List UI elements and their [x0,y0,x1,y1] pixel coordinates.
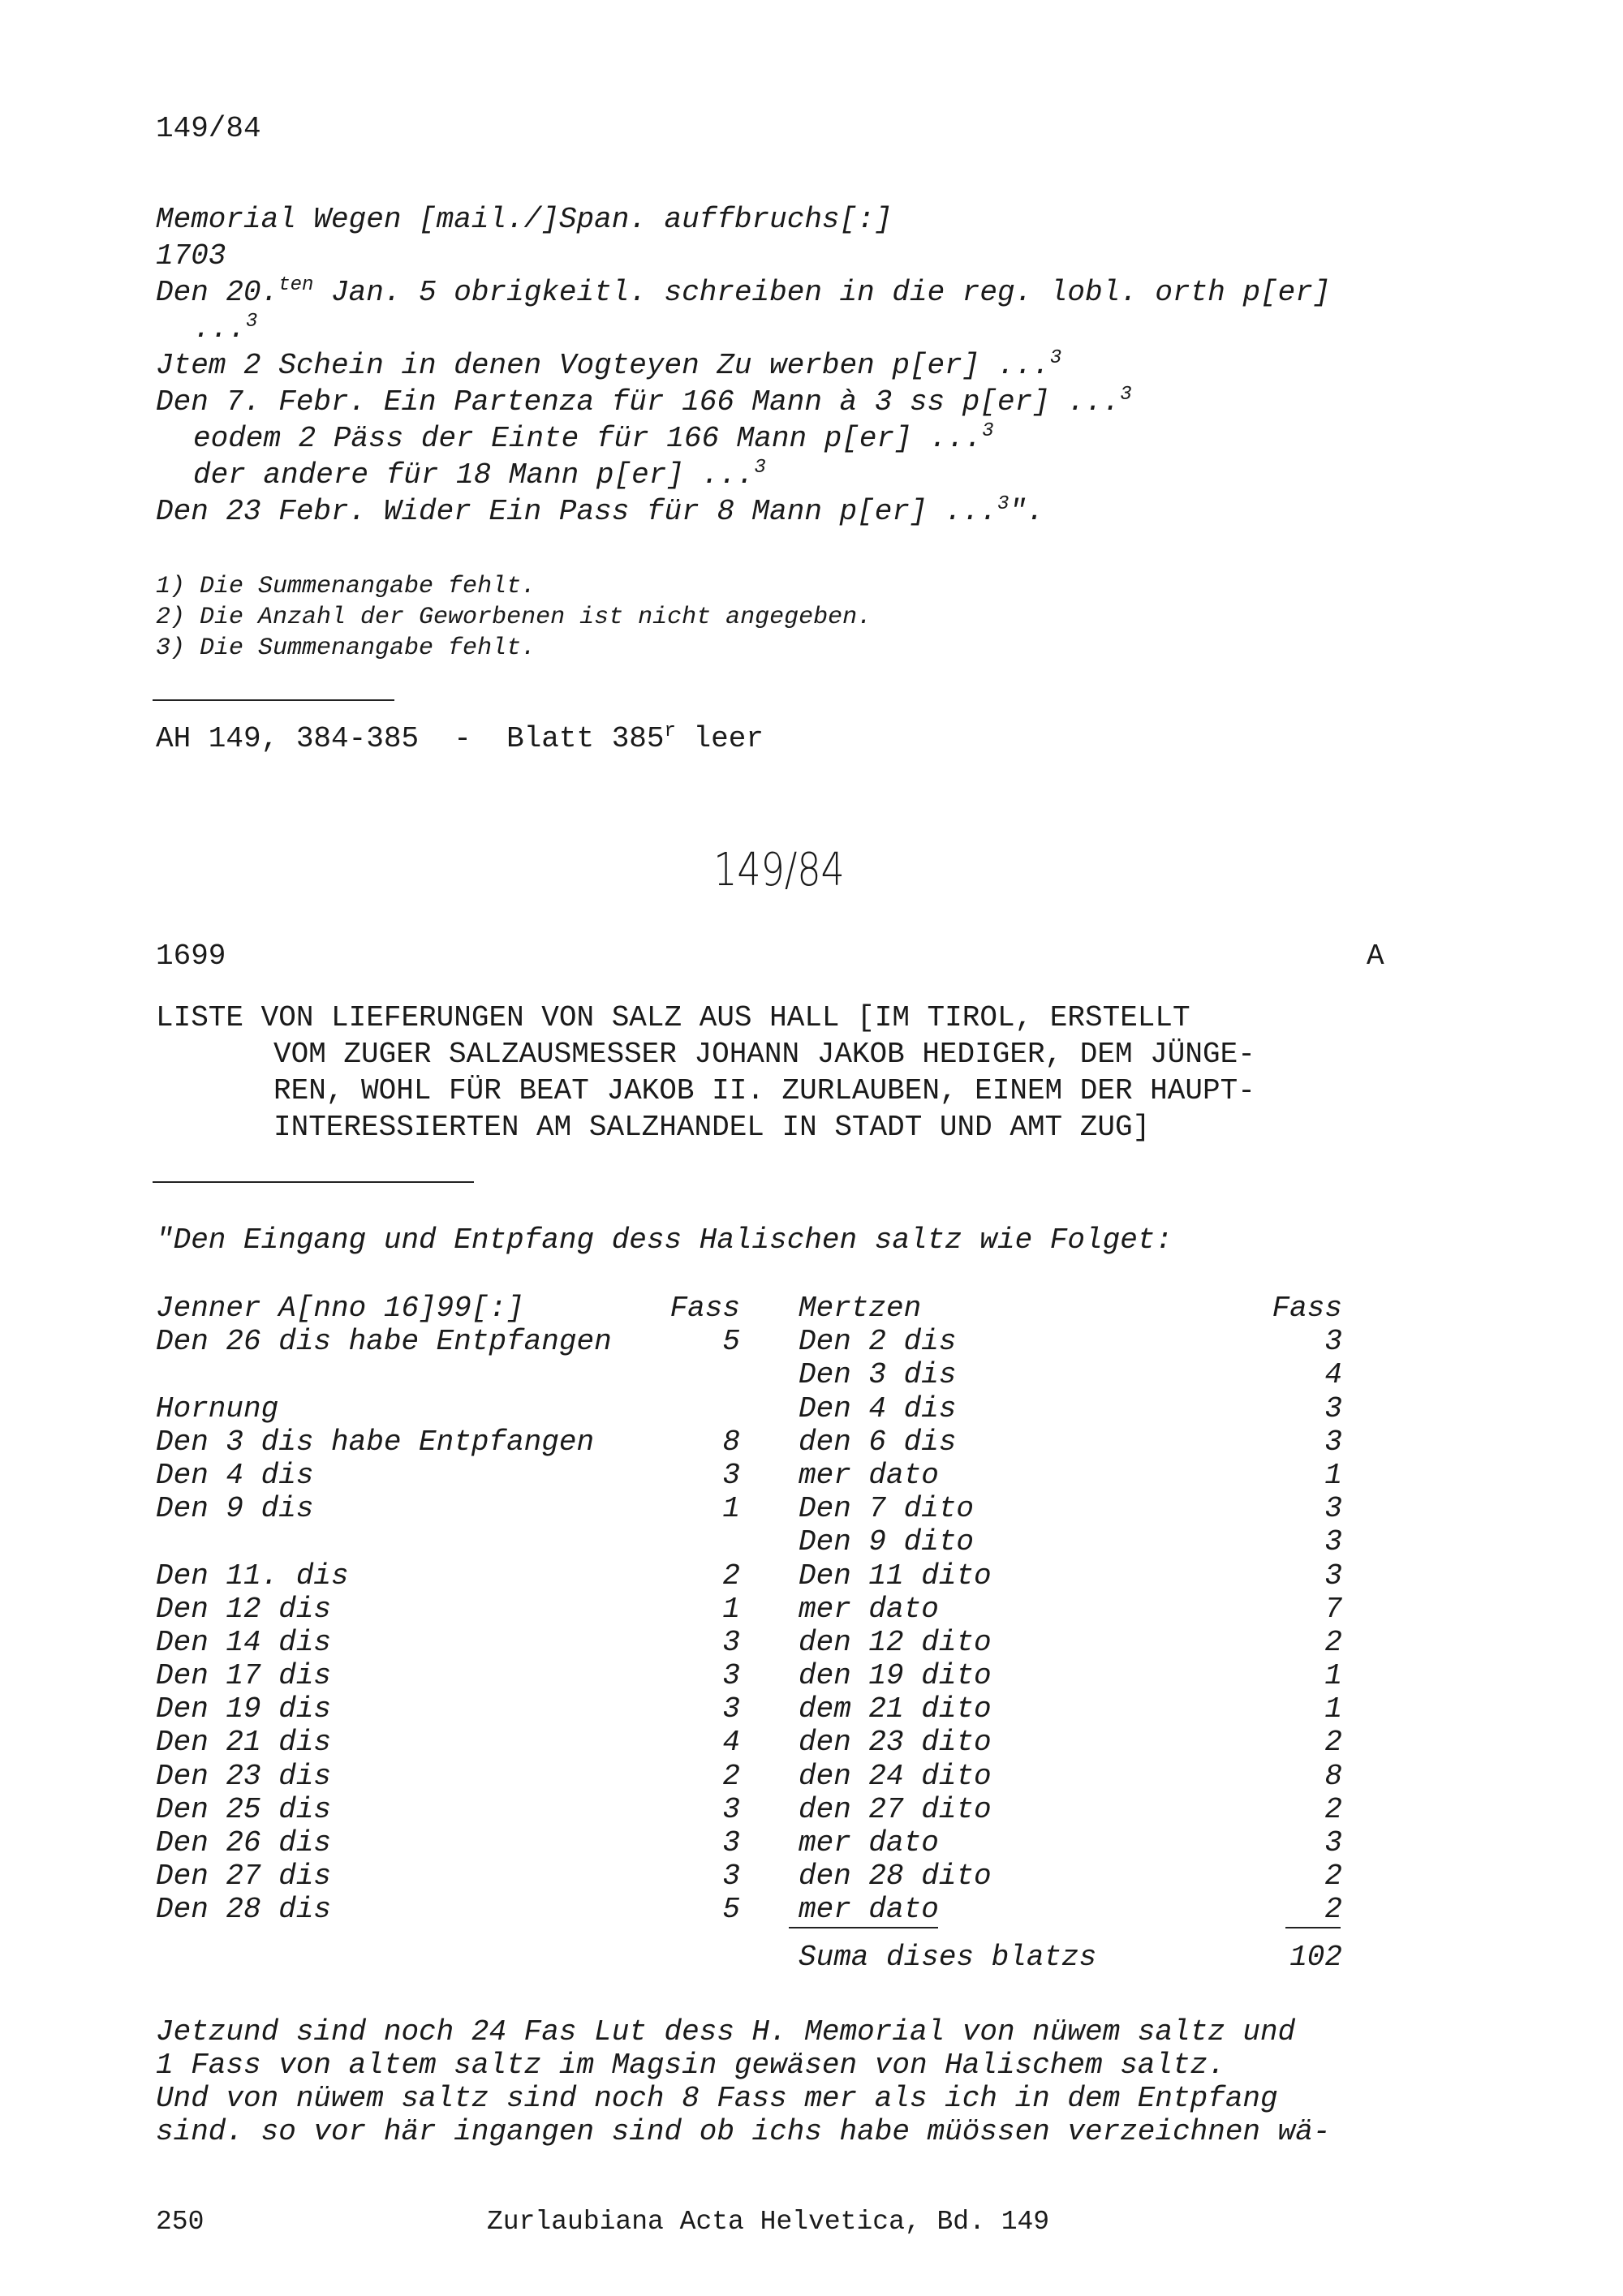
row-date: mer dato [799,1592,939,1626]
table-row [156,1392,740,1425]
footnote: 3) Die Summenangabe fehlt. [156,634,536,662]
row-date: Hornung [156,1391,279,1425]
row-date: Den 3 dis [799,1358,957,1392]
row-quantity: 3 [1324,1425,1342,1459]
document-heading [156,1000,1255,1146]
sum-underline [789,1927,938,1928]
table-row [799,1492,1342,1525]
row-date: den 24 dito [799,1759,992,1793]
table-row [156,1760,740,1793]
closing-line: sind. so vor här ingangen sind ob ichs habe müössen verzeichnen wä- [156,2115,1331,2148]
row-quantity: 3 [1324,1325,1342,1359]
document-year: 1699 [156,939,226,973]
table-row [799,1826,1342,1860]
row-quantity: 3 [1324,1492,1342,1526]
memorial-line: Den 7. Febr. Ein Partenza für 166 Mann à 3 ss p[er] ...$^3$ [156,384,1132,419]
row-date: den 27 dito [799,1792,992,1826]
row-quantity: 2 [1324,1726,1342,1760]
table-row [799,1392,1342,1425]
row-quantity: 8 [1324,1759,1342,1793]
table-row [799,1626,1342,1659]
memorial-line: Memorial Wegen [mail./]Span. auffbruchs[:] [156,203,893,236]
source-reference: AH 149, 384-385 - Blatt 385$^r$ leer [156,720,764,755]
row-quantity: Fass [1272,1292,1342,1325]
row-date: Den 28 dis [156,1893,332,1927]
row-date: Den 11. dis [156,1559,349,1593]
row-date: Den 17 dis [156,1659,332,1693]
row-quantity: 4 [722,1726,740,1760]
table-row [799,1593,1342,1626]
divider-rule [153,699,394,701]
row-date: Den 11 dito [799,1559,992,1593]
page-header: 149/84 [156,112,261,145]
table-row [156,1793,740,1826]
table-row [156,1860,740,1893]
row-date: den 19 dito [799,1659,992,1693]
row-quantity: 2 [722,1559,740,1593]
row-quantity: 3 [722,1860,740,1894]
closing-line: Jetzund sind noch 24 Fas Lut dess H. Memorial von nüwem saltz und [156,2015,1296,2049]
row-quantity: 1 [1324,1659,1342,1693]
row-quantity: 2 [1324,1792,1342,1826]
table-row [156,1626,740,1659]
document-letter: A [1367,939,1384,973]
row-date: den 28 dito [799,1860,992,1894]
table-row [799,1793,1342,1826]
row-quantity: 2 [722,1759,740,1793]
row-date: Den 14 dis [156,1625,332,1659]
row-quantity: 3 [722,1692,740,1726]
row-date: Den 3 dis habe Entpfangen [156,1425,595,1459]
row-date: Den 23 dis [156,1759,332,1793]
intro-line: "Den Eingang und Entpfang dess Halischen saltz wie Folget: [156,1223,1173,1257]
table-row [799,1659,1342,1692]
sum-label: Suma dises blatzs [799,1941,1097,1974]
row-quantity: 4 [1324,1358,1342,1392]
table-row [799,1893,1342,1926]
row-date: Den 9 dito [799,1525,975,1559]
row-date: Den 21 dis [156,1726,332,1760]
right-ledger-table [799,1292,1342,1927]
row-date: Den 9 dis [156,1492,314,1526]
row-date: mer dato [799,1826,939,1860]
table-row [156,1525,740,1559]
divider-rule [153,1181,474,1183]
row-date: Den 4 dis [156,1458,314,1492]
closing-line: Und von nüwem saltz sind noch 8 Fass mer als ich in dem Entpfang [156,2082,1278,2115]
table-row [799,1760,1342,1793]
table-row [799,1726,1342,1759]
row-date: Den 26 dis [156,1826,332,1860]
row-quantity: 3 [722,1792,740,1826]
table-row [156,1893,740,1926]
table-row [156,1325,740,1358]
memorial-line: eodem 2 Päss der Einte für 166 Mann p[er] ...$^3$ [193,420,994,455]
row-date: Den 4 dis [799,1391,957,1425]
footnote: 2) Die Anzahl der Geworbenen ist nicht angegeben. [156,604,872,631]
heading-line: REN, WOHL FÜR BEAT JAKOB II. ZURLAUBEN, EINEM DER HAUPT- [273,1074,1255,1107]
row-quantity: 3 [722,1625,740,1659]
table-row [799,1292,1342,1325]
table-row [156,1692,740,1726]
heading-line: VOM ZUGER SALZAUSMESSER JOHANN JAKOB HEDIGER, DEM JÜNGE- [273,1038,1255,1071]
table-row [799,1358,1342,1391]
row-quantity: 2 [1324,1893,1342,1927]
row-quantity: 7 [1324,1592,1342,1626]
table-row [799,1559,1342,1593]
row-quantity: 1 [1324,1458,1342,1492]
row-quantity: 1 [722,1492,740,1526]
row-date: den 12 dito [799,1625,992,1659]
row-date: Den 7 dito [799,1492,975,1526]
row-date: Den 19 dis [156,1692,332,1726]
row-quantity: 3 [722,1458,740,1492]
left-ledger-table [156,1292,740,1927]
table-row [799,1459,1342,1492]
row-date: Den 12 dis [156,1592,332,1626]
table-row [799,1692,1342,1726]
row-quantity: 2 [1324,1860,1342,1894]
row-quantity: 2 [1324,1625,1342,1659]
row-quantity: 3 [1324,1559,1342,1593]
closing-line: 1 Fass von altem saltz im Magsin gewäsen von Halischem saltz. [156,2049,1225,2082]
table-row [156,1358,740,1391]
footnote: 1) Die Summenangabe fehlt. [156,573,536,600]
table-row [156,1292,740,1325]
row-quantity: Fass [669,1292,740,1325]
row-date: den 6 dis [799,1425,957,1459]
document-number: 149/84 [713,844,845,896]
memorial-line: Den 20.$^{ten}$ Jan. 5 obrigkeitl. schreiben in die reg. lobl. orth p[er] [156,274,1331,309]
memorial-line: der andere für 18 Mann p[er] ...$^3$ [193,457,766,492]
table-row [799,1325,1342,1358]
row-quantity: 1 [722,1592,740,1626]
heading-line: LISTE VON LIEFERUNGEN VON SALZ AUS HALL [IM TIROL, ERSTELLT [156,1001,1190,1034]
table-row [799,1525,1342,1559]
table-row [799,1425,1342,1459]
row-date: Den 2 dis [799,1325,957,1359]
memorial-line: ...$^3$ [193,311,258,346]
row-quantity: 3 [1324,1391,1342,1425]
table-row [156,1425,740,1459]
table-row [156,1459,740,1492]
row-date: Mertzen [799,1292,922,1325]
memorial-line: 1703 [156,239,226,273]
row-quantity: 3 [722,1826,740,1860]
table-row [156,1826,740,1860]
table-row [156,1726,740,1759]
row-date: Den 26 dis habe Entpfangen [156,1325,612,1359]
row-date: mer dato [799,1893,939,1927]
footer-title: Zurlaubiana Acta Helvetica, Bd. 149 [487,2207,1050,2237]
row-date: den 23 dito [799,1726,992,1760]
table-row [799,1860,1342,1893]
memorial-line: Jtem 2 Schein in denen Vogteyen Zu werben p[er] ...$^3$ [156,347,1062,382]
row-date: Jenner A[nno 16]99[:] [156,1292,524,1325]
row-date: Den 27 dis [156,1860,332,1894]
row-quantity: 3 [1324,1826,1342,1860]
table-row [156,1659,740,1692]
footnotes [156,571,872,664]
row-quantity: 3 [1324,1525,1342,1559]
sum-value: 102 [1289,1941,1342,1974]
sum-underline [1285,1927,1341,1928]
table-row [156,1593,740,1626]
row-date: dem 21 dito [799,1692,992,1726]
row-quantity: 5 [722,1325,740,1359]
table-row [156,1492,740,1525]
closing-paragraph [156,2015,1330,2148]
row-date: Den 25 dis [156,1792,332,1826]
table-row [156,1559,740,1593]
row-quantity: 5 [722,1893,740,1927]
row-date: mer dato [799,1458,939,1492]
memorial-line: Den 23 Febr. Wider Ein Pass für 8 Mann p[er] ...$^3$". [156,493,1044,528]
row-quantity: 1 [1324,1692,1342,1726]
row-quantity: 3 [722,1659,740,1693]
heading-line: INTERESSIERTEN AM SALZHANDEL IN STADT UND AMT ZUG] [273,1111,1151,1144]
row-quantity: 8 [722,1425,740,1459]
memorial-block [156,201,1330,530]
footer-page-number: 250 [156,2207,204,2237]
